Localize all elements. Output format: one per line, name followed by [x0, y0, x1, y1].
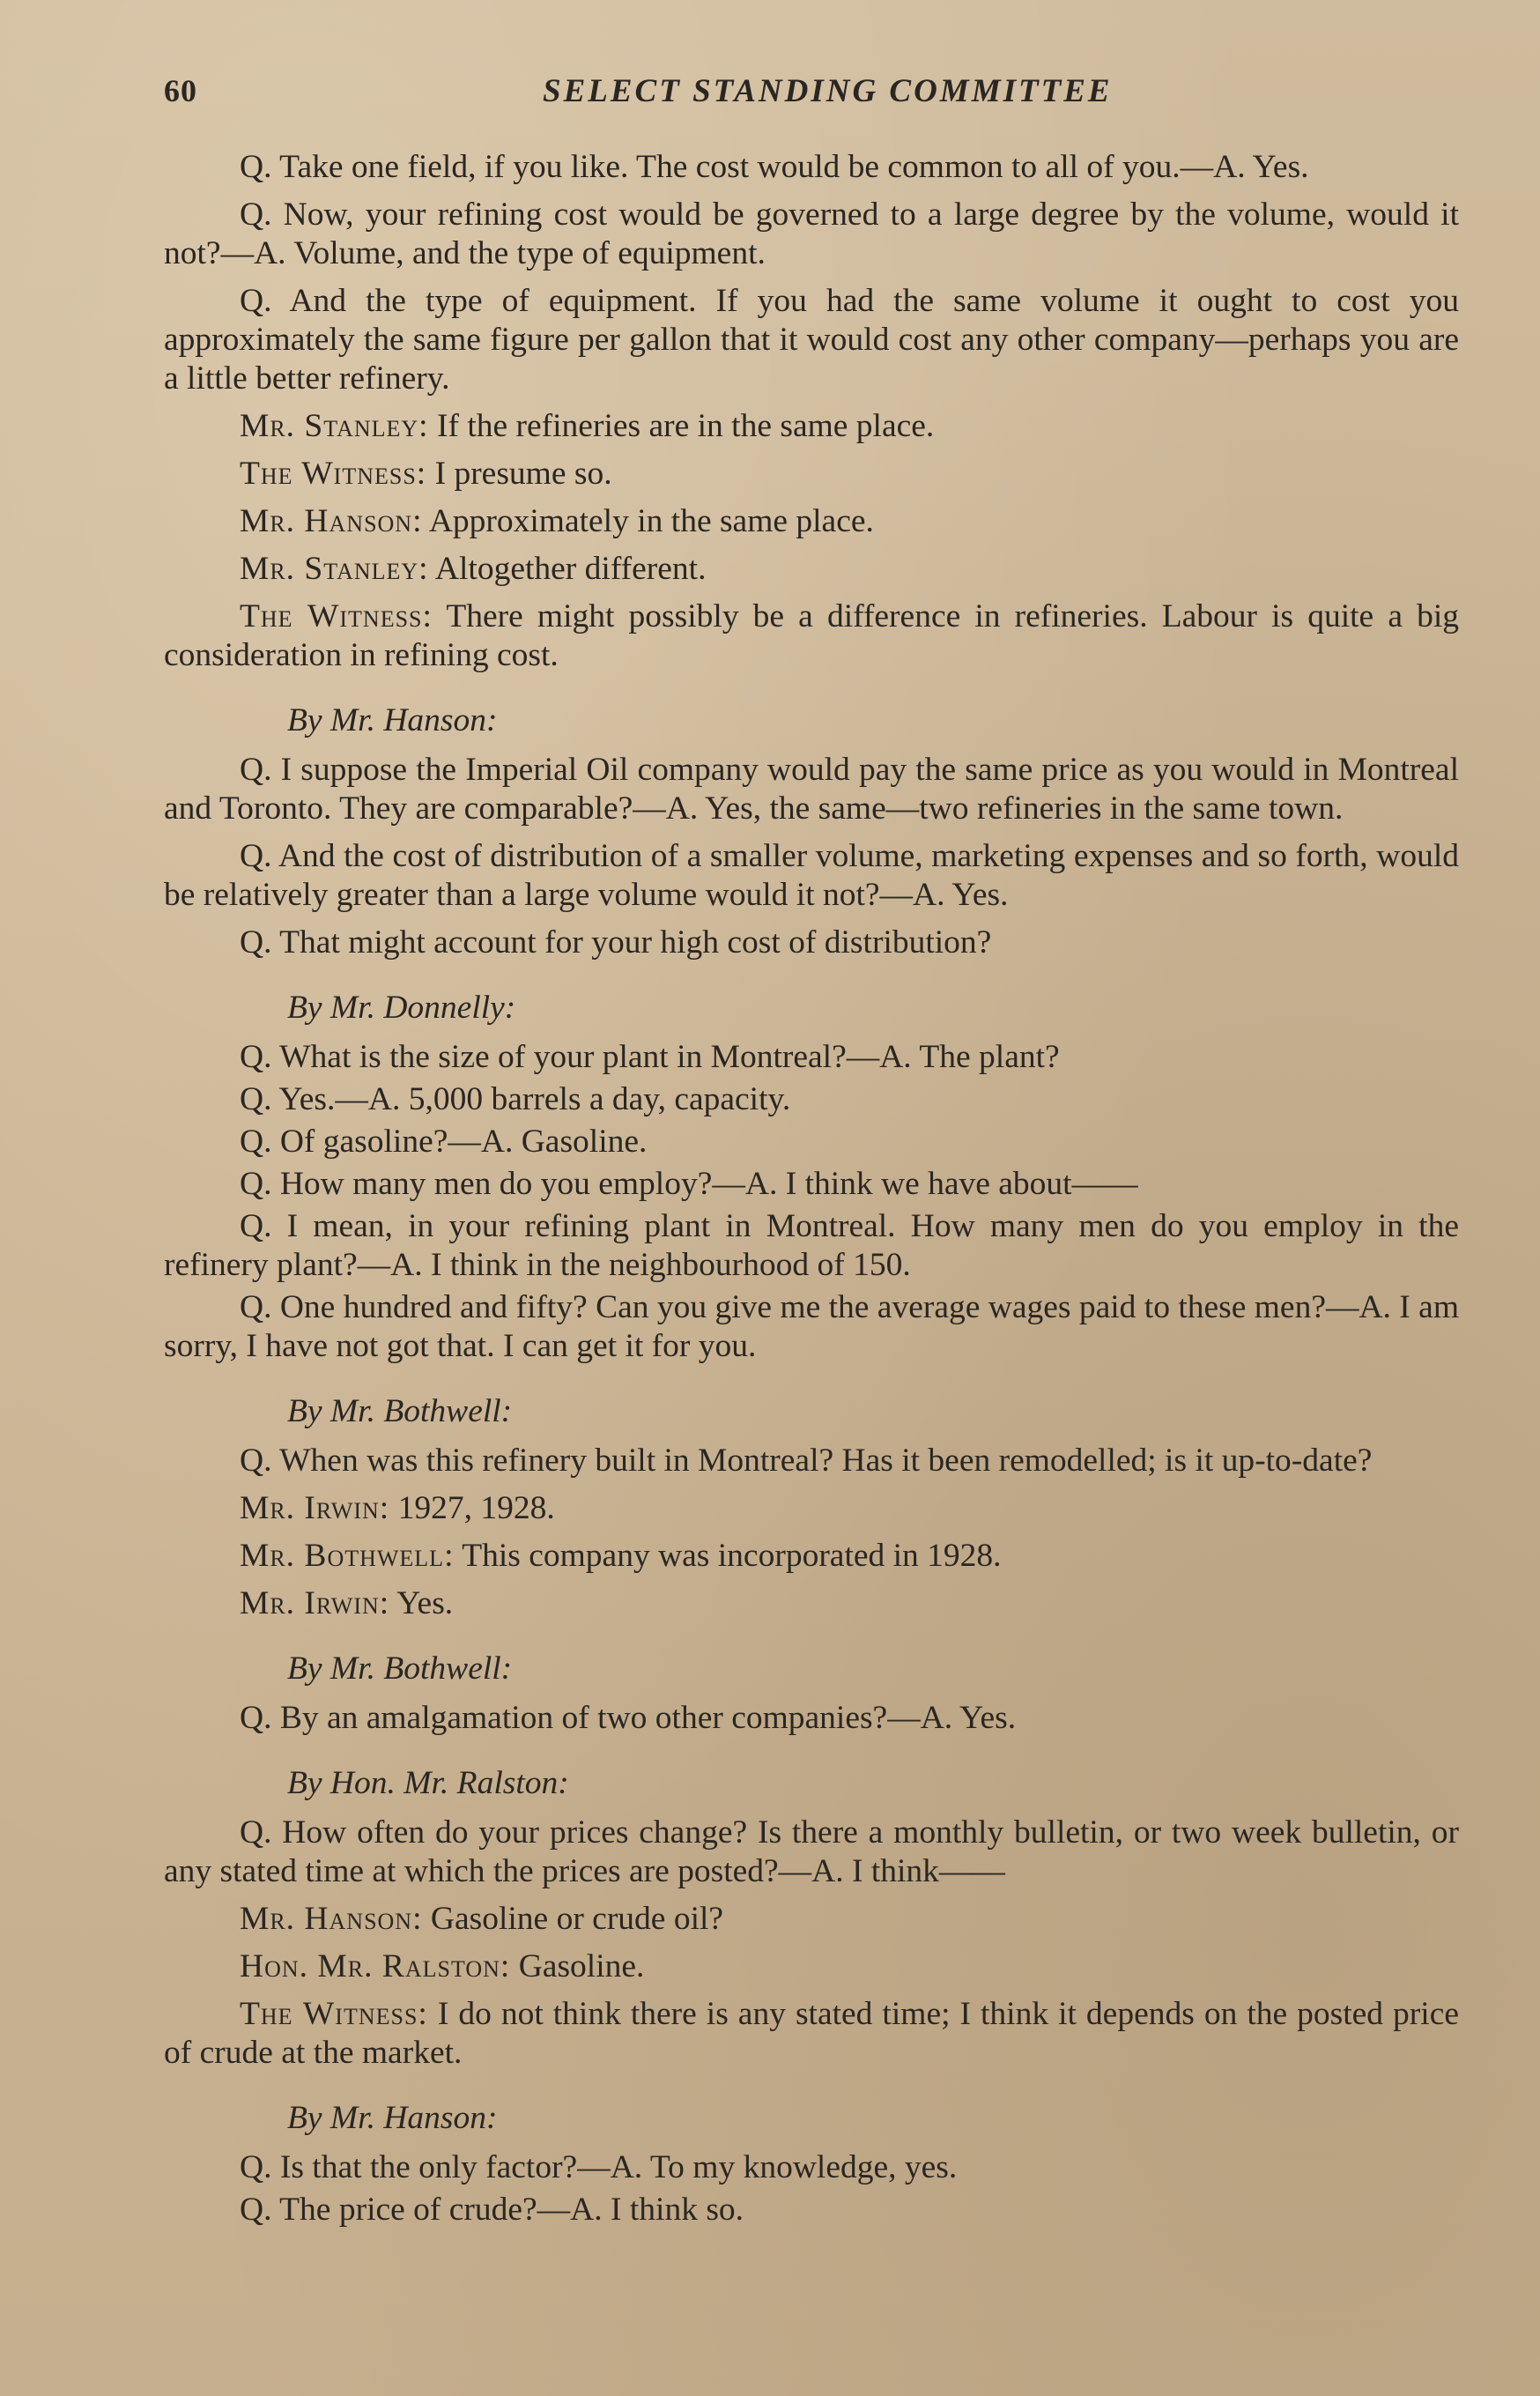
- statement-text: There might possibly be a difference in refineries. Labour is quite a big consideration in refining cost.: [164, 598, 1459, 673]
- speaker-statement: [164, 1995, 1459, 2073]
- question-answer-line: Q. Is that the only factor?—A. To my knowledge, yes.: [240, 2149, 958, 2185]
- transcript-body: [164, 148, 1459, 2233]
- statement-text: If the refineries are in the same place.: [428, 408, 935, 444]
- speaker-statement: [164, 550, 1459, 589]
- speaker-name: The Witness:: [240, 456, 427, 492]
- speaker-name: Mr. Stanley:: [240, 551, 429, 587]
- speaker-name: The Witness:: [240, 598, 433, 634]
- examiner-heading: By Mr. Bothwell:: [287, 1393, 513, 1429]
- statement-text: Approximately in the same place.: [422, 503, 874, 539]
- speaker-statement: [164, 1584, 1459, 1623]
- speaker-name: Mr. Stanley:: [240, 408, 429, 444]
- speaker-name: The Witness:: [240, 1996, 428, 2032]
- question-answer-paragraph: Q. I suppose the Imperial Oil company would pay the same price as you would in Montreal and Toronto. They are comparable?—A. Yes, the same—two refineries in the same town.: [164, 752, 1459, 827]
- speaker-name: Hon. Mr. Ralston:: [240, 1948, 511, 1984]
- statement-text: I do not think there is any stated time; I think it depends on the posted price of crude at the market.: [164, 1996, 1459, 2071]
- speaker-statement: [164, 1947, 1459, 1986]
- question-answer-line: Q. How many men do you employ?—A. I think we have about——: [240, 1166, 1138, 1202]
- page-number: 60: [164, 73, 197, 108]
- speaker-statement: [164, 455, 1459, 493]
- speaker-statement: [164, 597, 1459, 675]
- statement-text: Gasoline.: [510, 1948, 645, 1984]
- examiner-heading: By Mr. Hanson:: [287, 2100, 498, 2136]
- question-answer-line: Q. What is the size of your plant in Montreal?—A. The plant?: [240, 1039, 1060, 1075]
- question-answer-paragraph: Q. By an amalgamation of two other companies?—A. Yes.: [240, 1700, 1017, 1736]
- statement-text: This company was incorporated in 1928.: [454, 1538, 1002, 1574]
- question-answer-paragraph: Q. And the cost of distribution of a smaller volume, marketing expenses and so forth, would be relatively greater than a large volume would it not?—A. Yes.: [164, 838, 1459, 913]
- examiner-heading: By Mr. Donnelly:: [287, 990, 516, 1026]
- speaker-statement: [164, 1900, 1459, 1939]
- question-answer-paragraph: Q. Now, your refining cost would be governed to a large degree by the volume, would it not?—A. Volume, and the type of equipment.: [164, 197, 1459, 271]
- question-answer-line: Q. Yes.—A. 5,000 barrels a day, capacity.: [240, 1081, 791, 1117]
- speaker-statement: [164, 1489, 1459, 1528]
- question-answer-line: Q. I mean, in your refining plant in Montreal. How many men do you employ in the refinery plant?—A. I think in the neighbourhood of 150.: [164, 1208, 1459, 1283]
- question-answer-line: Q. The price of crude?—A. I think so.: [240, 2192, 744, 2228]
- examiner-heading: By Hon. Mr. Ralston:: [287, 1765, 569, 1801]
- question-answer-paragraph: Q. When was this refinery built in Montreal? Has it been remodelled; is it up-to-date?: [240, 1443, 1373, 1479]
- question-answer-line: Q. Of gasoline?—A. Gasoline.: [240, 1124, 648, 1160]
- speaker-statement: [164, 1537, 1459, 1576]
- statement-text: Altogether different.: [428, 551, 707, 587]
- running-title: SELECT STANDING COMMITTEE: [543, 73, 1113, 109]
- examiner-heading: By Mr. Hanson:: [287, 702, 498, 738]
- question-answer-paragraph: Q. That might account for your high cost of distribution?: [240, 924, 992, 961]
- speaker-name: Mr. Irwin:: [240, 1585, 390, 1621]
- page-header: [164, 72, 1459, 125]
- speaker-name: Mr. Hanson:: [240, 503, 423, 539]
- speaker-name: Mr. Hanson:: [240, 1901, 423, 1937]
- question-answer-paragraph: Q. Take one field, if you like. The cost would be common to all of you.—A. Yes.: [240, 149, 1309, 185]
- speaker-name: Mr. Irwin:: [240, 1490, 390, 1526]
- speaker-statement: [164, 407, 1459, 446]
- statement-text: Gasoline or crude oil?: [422, 1901, 724, 1937]
- speaker-statement: [164, 502, 1459, 541]
- statement-text: Yes.: [389, 1585, 454, 1621]
- question-answer-line: Q. One hundred and fifty? Can you give me the average wages paid to these men?—A. I am sorry, I have not got that. I can get it for you.: [164, 1289, 1459, 1364]
- examiner-heading: By Mr. Bothwell:: [287, 1650, 513, 1687]
- statement-text: 1927, 1928.: [389, 1490, 555, 1526]
- speaker-name: Mr. Bothwell:: [240, 1538, 455, 1574]
- question-answer-paragraph: Q. And the type of equipment. If you had the same volume it ought to cost you approximately the same figure per gallon that it would cost any other company—perhaps you are a little better refinery.: [164, 283, 1459, 397]
- statement-text: I presume so.: [426, 456, 612, 492]
- question-answer-paragraph: Q. How often do your prices change? Is there a monthly bulletin, or two week bulletin, or any stated time at which the prices are posted?—A. I think——: [164, 1814, 1459, 1889]
